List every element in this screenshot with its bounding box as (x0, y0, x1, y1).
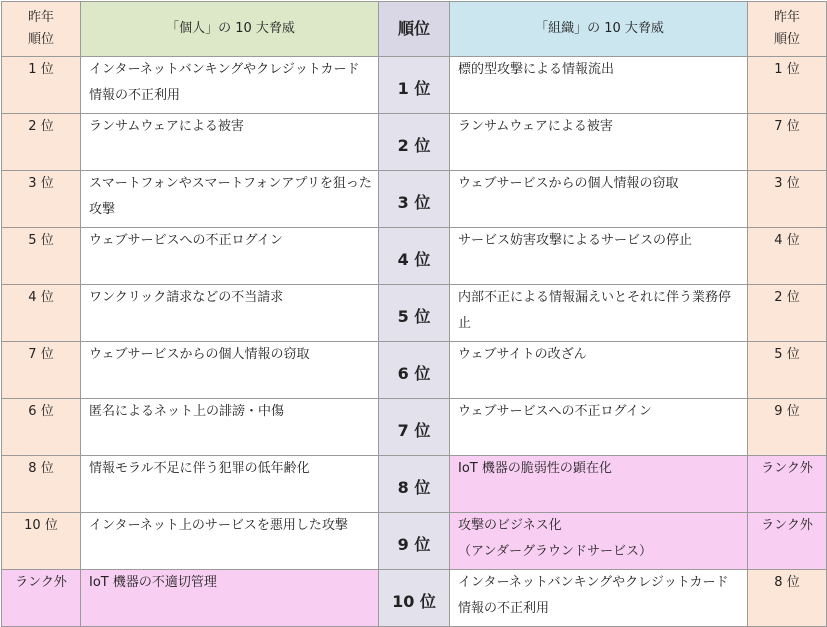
table-row (2, 513, 827, 570)
rank-cell: 7 位 (379, 399, 450, 456)
organization-prev-rank-cell: 7 位 (748, 114, 827, 171)
individual-prev-rank-cell: 6 位 (2, 399, 81, 456)
table-row (2, 114, 827, 171)
header-row (2, 2, 827, 57)
individual-prev-rank-cell: ランク外 (2, 570, 81, 627)
header-prev-rank-right: 昨年 順位 (748, 2, 827, 57)
individual-threat-cell: インターネットバンキングやクレジットカード情報の不正利用 (81, 57, 379, 114)
individual-prev-rank-cell: 5 位 (2, 228, 81, 285)
organization-threat-cell: 内部不正による情報漏えいとそれに伴う業務停止 (450, 285, 748, 342)
rank-cell: 8 位 (379, 456, 450, 513)
table-row (2, 399, 827, 456)
table-row (2, 456, 827, 513)
table-row (2, 228, 827, 285)
organization-prev-rank-cell: 8 位 (748, 570, 827, 627)
individual-threat-cell: インターネット上のサービスを悪用した攻撃 (81, 513, 379, 570)
organization-threat-cell: インターネットバンキングやクレジットカード情報の不正利用 (450, 570, 748, 627)
rank-cell: 4 位 (379, 228, 450, 285)
organization-threat-cell: ウェブサービスへの不正ログイン (450, 399, 748, 456)
individual-threat-cell: ウェブサービスからの個人情報の窃取 (81, 342, 379, 399)
rank-cell: 9 位 (379, 513, 450, 570)
organization-prev-rank-cell: 9 位 (748, 399, 827, 456)
header-rank: 順位 (379, 2, 450, 57)
organization-prev-rank-cell: ランク外 (748, 513, 827, 570)
rank-cell: 3 位 (379, 171, 450, 228)
threat-ranking-table (1, 1, 827, 627)
table-row (2, 171, 827, 228)
rank-cell: 2 位 (379, 114, 450, 171)
table-row (2, 285, 827, 342)
individual-prev-rank-cell: 8 位 (2, 456, 81, 513)
rank-cell: 5 位 (379, 285, 450, 342)
individual-threat-cell: ランサムウェアによる被害 (81, 114, 379, 171)
individual-prev-rank-cell: 3 位 (2, 171, 81, 228)
organization-threat-cell: ウェブサービスからの個人情報の窃取 (450, 171, 748, 228)
rank-cell: 6 位 (379, 342, 450, 399)
organization-prev-rank-cell: 3 位 (748, 171, 827, 228)
organization-prev-rank-cell: 2 位 (748, 285, 827, 342)
organization-threat-cell: ウェブサイトの改ざん (450, 342, 748, 399)
rank-cell: 1 位 (379, 57, 450, 114)
individual-prev-rank-cell: 4 位 (2, 285, 81, 342)
organization-prev-rank-cell: ランク外 (748, 456, 827, 513)
individual-threat-cell: ウェブサービスへの不正ログイン (81, 228, 379, 285)
organization-prev-rank-cell: 1 位 (748, 57, 827, 114)
individual-threat-cell: ワンクリック請求などの不当請求 (81, 285, 379, 342)
organization-threat-cell: サービス妨害攻撃によるサービスの停止 (450, 228, 748, 285)
organization-threat-cell: IoT 機器の脆弱性の顕在化 (450, 456, 748, 513)
individual-prev-rank-cell: 7 位 (2, 342, 81, 399)
individual-threat-cell: 情報モラル不足に伴う犯罪の低年齢化 (81, 456, 379, 513)
individual-prev-rank-cell: 10 位 (2, 513, 81, 570)
individual-threat-cell: スマートフォンやスマートフォンアプリを狙った攻撃 (81, 171, 379, 228)
header-prev-rank-left: 昨年 順位 (2, 2, 81, 57)
organization-prev-rank-cell: 4 位 (748, 228, 827, 285)
organization-prev-rank-cell: 5 位 (748, 342, 827, 399)
rank-cell: 10 位 (379, 570, 450, 627)
header-individual-title: 「個人」の 10 大脅威 (81, 2, 379, 57)
table-row (2, 57, 827, 114)
header-organization-title: 「組織」の 10 大脅威 (450, 2, 748, 57)
table-row (2, 570, 827, 627)
organization-threat-cell: 標的型攻撃による情報流出 (450, 57, 748, 114)
table-row (2, 342, 827, 399)
individual-prev-rank-cell: 2 位 (2, 114, 81, 171)
organization-threat-cell: ランサムウェアによる被害 (450, 114, 748, 171)
organization-threat-cell: 攻撃のビジネス化 （アンダーグラウンドサービス） (450, 513, 748, 570)
individual-prev-rank-cell: 1 位 (2, 57, 81, 114)
individual-threat-cell: IoT 機器の不適切管理 (81, 570, 379, 627)
individual-threat-cell: 匿名によるネット上の誹謗・中傷 (81, 399, 379, 456)
